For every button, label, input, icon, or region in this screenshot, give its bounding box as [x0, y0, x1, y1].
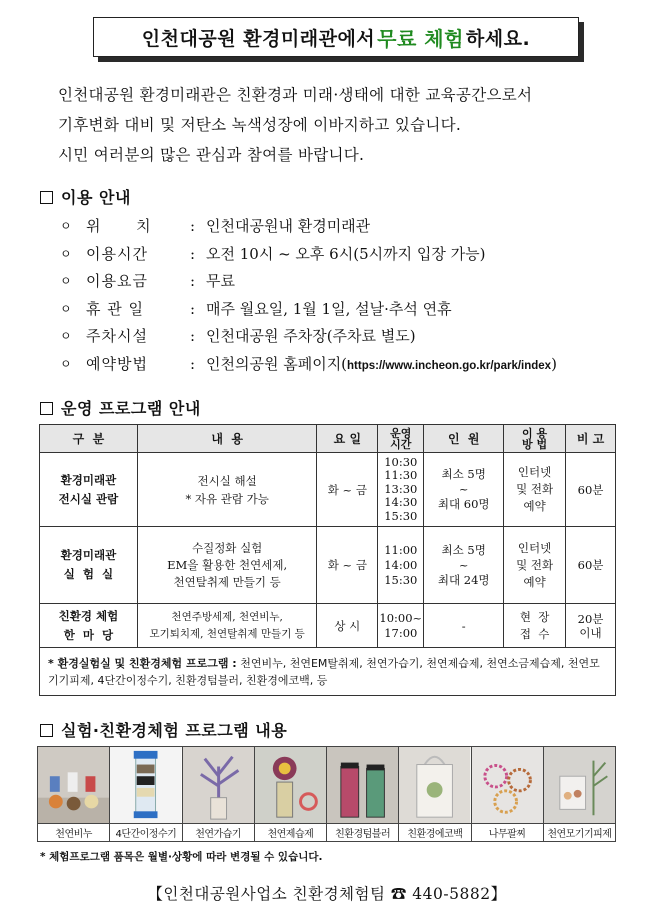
- row-content: [137, 453, 317, 527]
- usage-separator: :: [190, 217, 196, 235]
- usage-value: 무료: [206, 272, 235, 290]
- method-line: 및 전화: [516, 557, 554, 572]
- program-heading: [40, 396, 201, 419]
- time-line: 11:30: [384, 468, 418, 483]
- usage-label: 위 치: [86, 217, 152, 235]
- usage-heading: [40, 185, 131, 208]
- experience-caption: 천연모기기피제: [544, 823, 615, 841]
- program-table: [39, 424, 616, 696]
- soap-photo: [38, 747, 109, 823]
- row-name-line: 한 마 당: [63, 627, 114, 642]
- checkbox-square-icon: [40, 724, 53, 737]
- row-note: [566, 604, 616, 648]
- row-people: [424, 453, 504, 527]
- program-note: [40, 648, 616, 696]
- method-line: 접 수: [519, 626, 550, 641]
- row-name-line: 친환경 체험: [58, 608, 119, 623]
- row-days: 상 시: [317, 604, 378, 648]
- usage-label: 이용시간: [86, 244, 148, 263]
- row-name: [40, 453, 138, 527]
- intro-paragraph: [58, 80, 638, 170]
- header-people: 인 원: [424, 425, 504, 453]
- usage-item-reservation: [60, 351, 640, 381]
- experience-item: [472, 747, 544, 841]
- row-name-line: 환경미래관: [60, 548, 117, 562]
- bullet-icon: ㅇ: [60, 356, 72, 371]
- content-line: 천연주방세제, 천연비누,: [171, 610, 283, 623]
- bullet-icon: ㅇ: [60, 219, 72, 233]
- method-line: 인터넷: [517, 540, 552, 555]
- experience-caption: 천연비누: [38, 823, 109, 841]
- usage-value-tail: ): [551, 354, 557, 373]
- time-line: 10:30: [384, 454, 418, 469]
- usage-value: 인천대공원내 환경미래관: [206, 217, 371, 235]
- checkbox-square-icon: [40, 402, 53, 415]
- method-line: 및 전화: [516, 482, 554, 496]
- row-days: 화 ~ 금: [317, 453, 378, 527]
- header-content: 내 용: [137, 425, 317, 453]
- method-line: 인터넷: [517, 465, 552, 479]
- experience-item: [544, 747, 615, 841]
- people-line: -: [461, 618, 466, 633]
- people-line: 최대 24명: [437, 572, 490, 587]
- method-line: 예약: [523, 574, 546, 589]
- note-line: 이내: [579, 625, 602, 640]
- note-line: 20분: [577, 611, 604, 626]
- experience-item: [255, 747, 327, 841]
- experience-caption: 친환경에코백: [399, 823, 470, 841]
- usage-value-text: 인천의공원 홈페이지(: [206, 354, 348, 373]
- row-name: [40, 604, 138, 648]
- row-times: [378, 453, 424, 527]
- usage-separator: :: [190, 272, 196, 290]
- people-line: 최소 5명: [441, 467, 486, 481]
- usage-separator: :: [190, 327, 196, 345]
- experience-item: [183, 747, 255, 841]
- time-line: 15:30: [384, 572, 418, 587]
- content-line: 전시실 해설: [197, 473, 257, 488]
- header-note: 비 고: [566, 425, 616, 453]
- experience-heading-text: 실험·친환경체험 프로그램 내용: [61, 721, 288, 740]
- intro-line: 인천대공원 환경미래관은 친환경과 미래·생태에 대한 교육공간으로서: [58, 86, 533, 104]
- people-line: 최소 5명: [441, 542, 486, 557]
- usage-value: 오전 10시 ~ 오후 6시(5시까지 입장 가능): [206, 244, 486, 263]
- usage-list: [60, 213, 640, 380]
- time-line: 13:30: [384, 481, 418, 496]
- page-title: [93, 17, 579, 57]
- bullet-icon: ㅇ: [60, 246, 72, 261]
- content-line: 수질정화 실험: [191, 540, 263, 555]
- title-highlight: 무료 체험: [377, 26, 464, 51]
- bullet-icon: ㅇ: [60, 274, 72, 288]
- program-note-bold: * 환경실험실 및 친환경체험 프로그램 :: [48, 656, 237, 670]
- title-suffix: 하세요.: [465, 27, 531, 50]
- program-heading-text: 운영 프로그램 안내: [61, 399, 201, 418]
- wood-bracelet-photo: [472, 747, 543, 823]
- program-note-text: 천연비누, 천연EM탈취제, 천연가습기, 천연제습제, 천연소금제습제, 천연모기기피제, 4단간이정수기, 친환경텀블러, 친환경에코백, 등: [48, 656, 600, 687]
- header-time: 운영 시간: [378, 425, 424, 453]
- humidifier-photo: [183, 747, 254, 823]
- method-line: 현 장: [519, 609, 550, 624]
- usage-item-location: [60, 213, 640, 241]
- row-name-line: 실 험 실: [63, 567, 114, 581]
- table-row: [40, 527, 616, 604]
- mosquito-repellent-photo: [544, 747, 615, 823]
- note-line: 60분: [577, 482, 604, 497]
- row-people: [424, 527, 504, 604]
- water-filter-photo: [110, 747, 181, 823]
- content-line: 천연탈취제 만들기 등: [173, 574, 281, 589]
- header-days: 요 일: [317, 425, 378, 453]
- usage-value: 매주 월요일, 1월 1일, 설날·추석 연휴: [206, 299, 452, 318]
- tumbler-photo: [327, 747, 398, 823]
- usage-label: 주차시설: [86, 327, 148, 345]
- row-name-line: 환경미래관: [60, 472, 117, 487]
- table-header-row: [40, 425, 616, 453]
- usage-value: 인천대공원 주차장(주차료 별도): [206, 327, 416, 345]
- usage-heading-text: 이용 안내: [61, 188, 131, 207]
- experience-caption: 천연가습기: [183, 823, 254, 841]
- experience-item: [327, 747, 399, 841]
- row-people: [424, 604, 504, 648]
- experience-heading: [40, 718, 287, 741]
- row-content: [137, 527, 317, 604]
- usage-item-closed: [60, 296, 640, 324]
- time-line: 15:30: [384, 508, 418, 523]
- note-line: 60분: [577, 558, 604, 572]
- experience-caption: 나무팔찌: [472, 823, 543, 841]
- experience-photo-strip: [37, 746, 616, 842]
- header-method: 이 용 방 법: [504, 425, 566, 453]
- row-times: [378, 604, 424, 648]
- row-note: [566, 453, 616, 527]
- time-line: 11:00: [384, 542, 418, 557]
- bullet-icon: ㅇ: [60, 301, 72, 316]
- intro-line: 기후변화 대비 및 저탄소 녹색성장에 이바지하고 있습니다.: [58, 116, 462, 134]
- header-category: 구 분: [40, 425, 138, 453]
- title-prefix: 인천대공원 환경미래관에서: [141, 27, 376, 50]
- checkbox-square-icon: [40, 191, 53, 204]
- dehumidifier-photo: [255, 747, 326, 823]
- ecobag-photo: [399, 747, 470, 823]
- table-row: [40, 604, 616, 648]
- content-line: * 자유 관람 가능: [185, 491, 269, 506]
- row-days: 화 ~ 금: [317, 527, 378, 604]
- time-line: 14:00: [384, 557, 418, 572]
- experience-item: [110, 747, 182, 841]
- people-line: ~: [458, 557, 469, 572]
- method-line: 예약: [523, 499, 546, 513]
- time-line: 17:00: [384, 625, 418, 640]
- experience-item: [399, 747, 471, 841]
- time-line: 10:00~: [379, 610, 423, 625]
- row-times: [378, 527, 424, 604]
- table-note-row: [40, 648, 616, 696]
- experience-caption: 친환경텀블러: [327, 823, 398, 841]
- usage-label: 이용요금: [86, 272, 148, 290]
- usage-value: [206, 351, 557, 381]
- experience-caption: 4단간이정수기: [110, 823, 181, 841]
- usage-item-fee: [60, 268, 640, 296]
- usage-label: 휴 관 일: [86, 299, 145, 318]
- intro-line: 시민 여러분의 많은 관심과 참여를 바랍니다.: [58, 146, 365, 164]
- row-method: [504, 604, 566, 648]
- contact-info: 【인천대공원사업소 친환경체험팀 ☎ 440-5882】: [147, 885, 507, 903]
- experience-item: [38, 747, 110, 841]
- reservation-link[interactable]: https://www.incheon.go.kr/park/index: [347, 359, 552, 372]
- usage-separator: :: [190, 354, 196, 373]
- content-line: 모기퇴치제, 천연탈취제 만들기 등: [149, 627, 305, 640]
- bullet-icon: ㅇ: [60, 329, 72, 343]
- usage-item-parking: [60, 323, 640, 351]
- row-content: [137, 604, 317, 648]
- footnote: * 체험프로그램 품목은 월별·상황에 따라 변경될 수 있습니다.: [40, 851, 323, 863]
- usage-item-hours: [60, 241, 640, 269]
- row-name: [40, 527, 138, 604]
- usage-separator: :: [190, 244, 196, 263]
- experience-caption: 천연제습제: [255, 823, 326, 841]
- usage-label: 예약방법: [86, 354, 148, 373]
- row-method: [504, 453, 566, 527]
- people-line: 최대 60명: [437, 497, 490, 511]
- content-line: EM을 활용한 천연세제,: [167, 557, 288, 572]
- time-line: 14:30: [384, 495, 418, 510]
- usage-separator: :: [190, 299, 196, 318]
- people-line: ~: [458, 482, 469, 496]
- row-name-line: 전시실 관람: [58, 491, 119, 506]
- row-method: [504, 527, 566, 604]
- row-note: [566, 527, 616, 604]
- table-row: [40, 453, 616, 527]
